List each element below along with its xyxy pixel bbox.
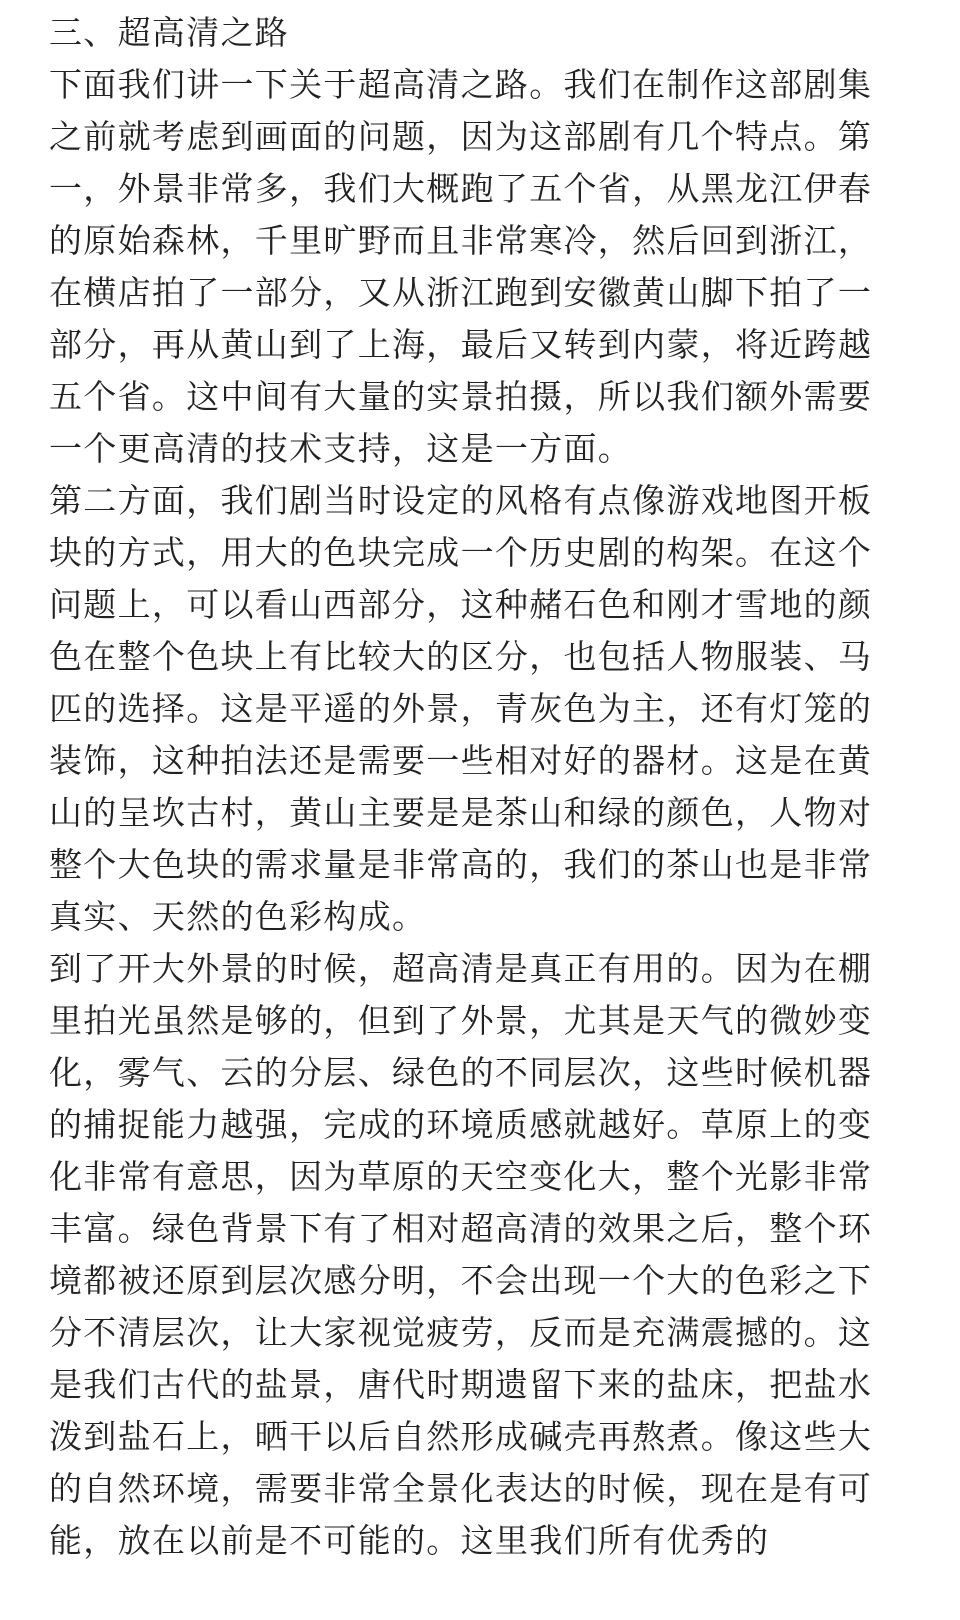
text-line: 的自然环境，需要非常全景化表达的时候，现在是有可	[49, 1469, 873, 1508]
text-line: 之前就考虑到画面的问题，因为这部剧有几个特点。第	[49, 117, 873, 156]
text-line: 下面我们讲一下关于超高清之路。我们在制作这部剧集	[49, 65, 873, 104]
text-line: 装饰，这种拍法还是需要一些相对好的器材。这是在黄	[49, 741, 873, 780]
text-line: 五个省。这中间有大量的实景拍摄，所以我们额外需要	[49, 377, 873, 416]
text-line: 的原始森林，千里旷野而且非常寒冷，然后回到浙江，	[49, 221, 873, 260]
text-line: 里拍光虽然是够的，但到了外景，尤其是天气的微妙变	[49, 1001, 873, 1040]
text-line: 第二方面，我们剧当时设定的风格有点像游戏地图开板	[49, 481, 873, 520]
text-line: 匹的选择。这是平遥的外景，青灰色为主，还有灯笼的	[49, 689, 873, 728]
text-line: 在横店拍了一部分，又从浙江跑到安徽黄山脚下拍了一	[49, 273, 873, 312]
text-line: 一个更高清的技术支持，这是一方面。	[49, 429, 633, 468]
text-line: 泼到盐石上，晒干以后自然形成碱壳再熬煮。像这些大	[49, 1417, 873, 1456]
text-line: 问题上，可以看山西部分，这种赭石色和刚才雪地的颜	[49, 585, 873, 624]
text-line: 能，放在以前是不可能的。这里我们所有优秀的	[49, 1521, 770, 1560]
text-line: 分不清层次，让大家视觉疲劳，反而是充满震撼的。这	[49, 1313, 873, 1352]
section-heading: 三、超高清之路	[49, 13, 290, 52]
text-line: 是我们古代的盐景，唐代时期遗留下来的盐床，把盐水	[49, 1365, 873, 1404]
text-line: 一，外景非常多，我们大概跑了五个省，从黑龙江伊春	[49, 169, 873, 208]
text-line: 部分，再从黄山到了上海，最后又转到内蒙，将近跨越	[49, 325, 873, 364]
text-line: 化，雾气、云的分层、绿色的不同层次，这些时候机器	[49, 1053, 873, 1092]
text-line: 山的呈坎古村，黄山主要是是茶山和绿的颜色，人物对	[49, 793, 873, 832]
text-line: 真实、天然的色彩构成。	[49, 897, 427, 936]
text-line: 化非常有意思，因为草原的天空变化大，整个光影非常	[49, 1157, 873, 1196]
text-line: 到了开大外景的时候，超高清是真正有用的。因为在棚	[49, 949, 873, 988]
text-line: 的捕捉能力越强，完成的环境质感就越好。草原上的变	[49, 1105, 873, 1144]
text-line: 块的方式，用大的色块完成一个历史剧的构架。在这个	[49, 533, 873, 572]
text-line: 丰富。绿色背景下有了相对超高清的效果之后，整个环	[49, 1209, 873, 1248]
text-line: 整个大色块的需求量是非常高的，我们的茶山也是非常	[49, 845, 873, 884]
text-line: 境都被还原到层次感分明，不会出现一个大的色彩之下	[49, 1261, 873, 1300]
text-line: 色在整个色块上有比较大的区分，也包括人物服装、马	[49, 637, 873, 676]
